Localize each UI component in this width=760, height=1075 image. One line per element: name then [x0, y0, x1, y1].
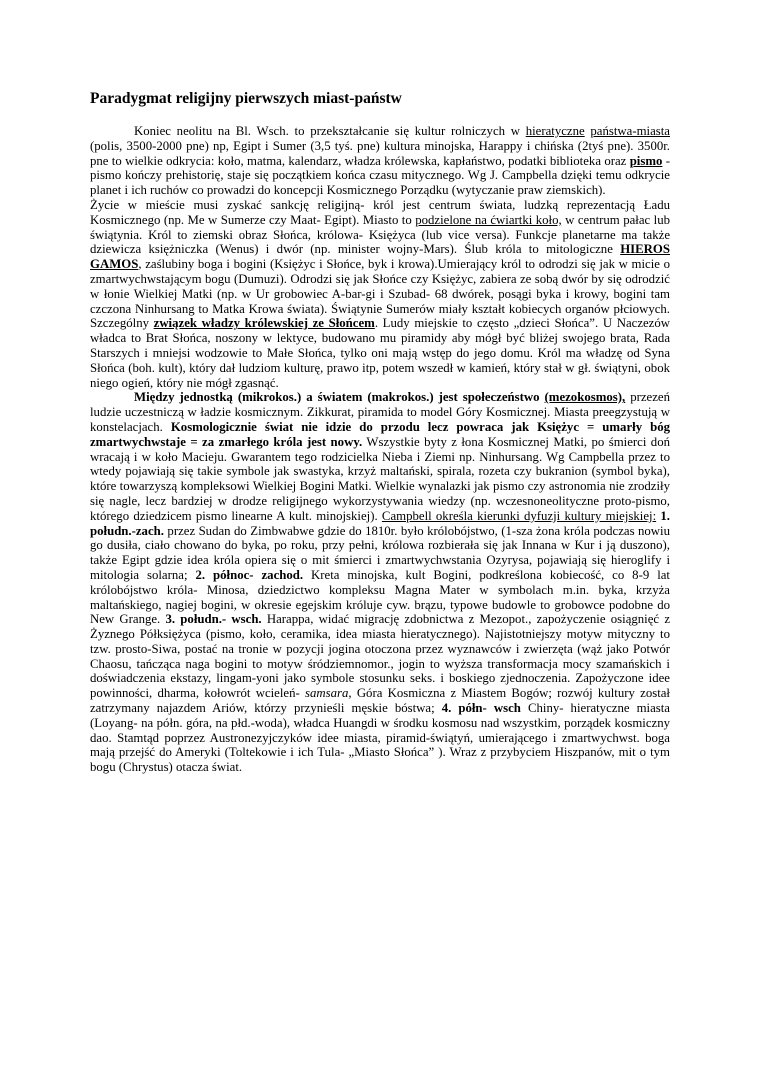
paragraph-1: [90, 124, 670, 198]
text-run: przezeń ludzie uczestniczą w ładzie kosmicznym. Zikkurat, piramida to model Góry Kosmicznej. Miasta preegzystują w konstelacjach.: [90, 390, 670, 434]
text-run: 1. połudn.-zach.: [90, 508, 670, 538]
text-run: 3. połudn.- wsch.: [165, 612, 262, 627]
page-title: Paradygmat religijny pierwszych miast-państw: [90, 90, 402, 107]
text-run: przez Sudan do Zimbwabwe gdzie do 1810r. było królobójstwo, (1-sza żona króla podczas nowiu go dusiła, ciało chowano do byka, po roku, przy pełni, królowa rozbierała się jak Innana w Kur i ją duszono), także Egipt gdzie idea króla opiera się o mit śmierci i zmartwychwstania Ozyrysa, pojawiają się hieroglify i mitologia solarna;: [90, 523, 670, 582]
text-run: Harappa, widać migrację zdobnictwa z Mezopot., zapożyczenie osiągnięć z Żyznego Półksiężyca (pismo, koło, ceramika, idea miasta hieratycznego). Najistotniejszy motyw mityczny to tzw. prosto-Siwa, postać na tronie w pozycji jogina otoczona przez wyznawców i zwierzęta (wąż jako Potwór Chaosu, tańcząca naga bogini to motyw śródziemnomor., jogin to wyższa transformacja mocy szamańskich i doświadczenia ekstazy, lingam-yoni jako symbole stosunku seks. i boskiego zjednoczenia. Zapożyczone idee powinności, dharma, kołowrót wcieleń-: [90, 612, 670, 701]
text-run: podzielone na ćwiartki koło,: [415, 212, 562, 227]
text-run: państwa-miasta: [590, 124, 670, 138]
text-run: Chiny- hieratyczne miasta (Loyang- na półn. góra, na płd.-woda), władca Huangdi w środku kosmosu nad wszystkim, porządek kosmiczny dao. Stamtąd poprzez Austronezyjczyków idee miasta, piramid-świątyń, umierającego i zmartwychwst. boga mają przejść do Ameryki (Toltekowie i ich Tula- „Miasto Słońca” ). Wraz z przybyciem Hiszpanów, mit o tym bogu (Chrystus) otacza świat.: [90, 701, 670, 775]
text-run: Życie w mieście musi zyskać sankcję religijną- król jest centrum świata, ludzką reprezentacją Ładu Kosmicznego (np. Me w Sumerze czy Maat- Egipt). Miasto to: [90, 197, 670, 227]
text-run: Wszystkie byty z łona Kosmicznej Matki, po śmierci doń wracają i w koło Macieju. Gwarantem tego rodzicielka Nieba i Ziemi np. Ninhursang. Wg Campbella przez to wtedy pojawiają się takie symbole jak swastyka, krzyż maltański, spirala, rozeta czy bukranion (symbol byka), które towarzyszą kompleksowi Wielkiej Bogini Matki. Wielkie wynalazki jak pismo czy astronomia nie zrodziły się nagle, lecz bardziej w drodze religijnego wykorzystywania wiedzy (np. wczesnoneolityczne proto-pismo, którego dziedzicem pismo linearne A kult. minojskiej).: [90, 434, 670, 523]
text-run: 4. półn- wsch: [441, 701, 521, 716]
text-run: (mezokosmos),: [544, 390, 626, 405]
text-run: Kosmologicznie świat nie idzie do przodu lecz powraca jak Księżyc = umarły bóg zmartwychwstaje = za zmarłego króla jest nowy.: [90, 419, 670, 449]
paragraph-3: [90, 390, 670, 775]
text-run: . Ludy miejskie to często „dzieci Słońca”. U Naczezów władca to Brat Słońca, noszony w lektyce, budowano mu piramidy aby mógł być bliżej swojego brata, Rada Starszych i mniejsi wodzowie to Małe Słońca, tylko oni mają wstęp do jego domu. Król ma władzę od Syna Słońca (boh. kult), który dał ludziom kulturę, prawo itp, potem wszedł w kamień, który stał w gł. świątyni, obok niego ogień, który nie mógł zgasnąć.: [90, 316, 670, 390]
text-run: 2. północ- zachod.: [195, 567, 304, 582]
text-run: pismo: [629, 153, 663, 168]
text-run: Między jednostką (mikrokos.) a światem (makrokos.) jest społeczeństwo: [134, 390, 545, 405]
text-run: Kreta minojska, kult Bogini, podkreślona kobiecość, co 8-9 lat królobójstwo króla- Minosa, dziedzictwo kompleksu Magna Mater w symbolach m.in. byka, krzyża maltańskiego, nagiej bogini, w okresie egejskim króluje cyw. brązu, typowe budowle to grobowce podobne do New Grange.: [90, 567, 670, 627]
text-run: HIEROS GAMOS: [90, 242, 670, 272]
text-run: hieratyczne: [525, 124, 585, 138]
text-run: związek władzy królewskiej ze Słońcem: [153, 316, 375, 331]
text-run: Koniec neolitu na Bl. Wsch. to przekształcanie się kultur rolniczych w: [134, 124, 526, 138]
text-run: w centrum pałac lub świątynia. Król to ziemski obraz Słońca, królowa- Księżyca (lub vice versa). Funkcje planetarne ma także dziewicza księżniczka (Wenus) i dwór (np. minister wojny-Mars). Ślub króla to mitologiczne: [90, 212, 671, 257]
text-run: (polis, 3500-2000 pne) np, Egipt i Sumer (3,5 tyś. pne) kultura minojska, Harappy i chińska (2tyś pne). 3500r. pne to wielkie odkrycia: koło, matma, kalendarz, władza królewska, kapłaństwo, podatki biblioteka oraz: [90, 138, 670, 168]
paragraph-2: [90, 198, 670, 390]
text-run: Campbell określa kierunki dyfuzji kultury miejskiej:: [381, 508, 657, 523]
document-page: [90, 90, 670, 775]
text-run: -pismo kończy prehistorię, staje się początkiem końca czasu mitycznego. Wg J. Campbella dzięki temu odkrycie planet i ich ruchów co prowadzi do koncepcji Kosmicznego Porządku (wytyczanie praw ziemskich).: [90, 153, 670, 198]
text-run: , zaślubiny boga i bogini (Księżyc i Słońce, byk i krowa).Umierający król to odrodzi się jak w micie o zmartwychwstającym bogu (Dumuzi). Odrodzi się jak Słońce czy Księżyc, zabiera ze sobą dwór by się odrodzić w łonie Wielkiej Matki (np. w Ur grobowiec A-bar-gi i Szubad- 68 dwórek, posągi byka i krowy, bogini tam czczona Ninhursang to Matka Krowa świata). Świątynie Sumerów miały kształt kobiecych organów płciowych. Szczególny: [90, 257, 670, 331]
text-run: Góra Kosmiczna z Miastem Bogów; rozwój kultury został zatrzymany najazdem Ariów, którzy przynieśli męskie bóstwa;: [90, 686, 670, 716]
text-run: samsara,: [305, 686, 352, 701]
